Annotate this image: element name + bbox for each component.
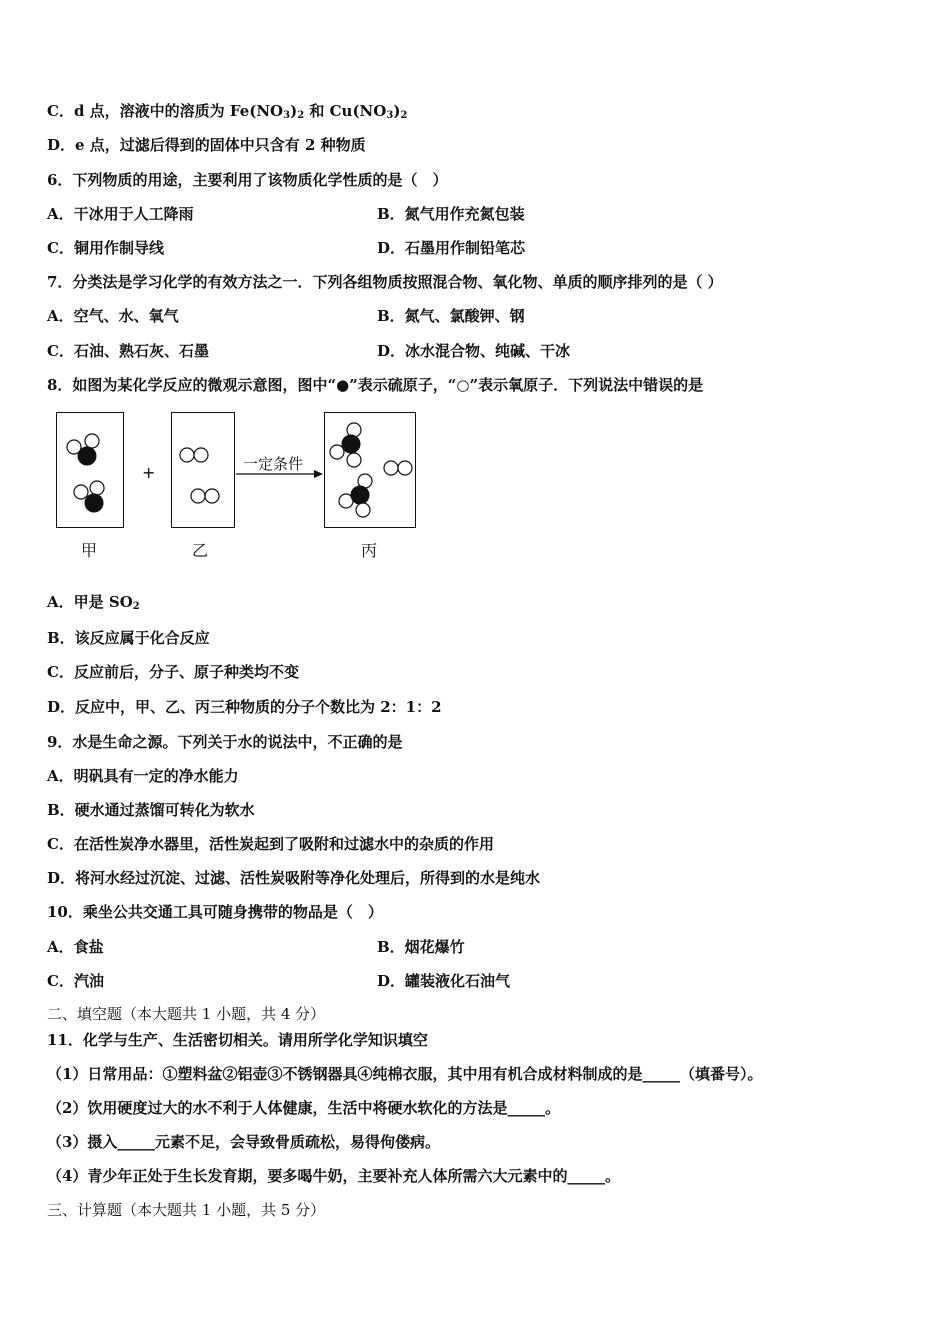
q8-a-sub: 2 — [132, 601, 140, 612]
box-yi — [171, 412, 235, 528]
q6-option-c: C．铜用作制导线 — [47, 239, 164, 257]
reaction-diagram — [50, 405, 430, 565]
molecule-o2-pair-yi — [172, 413, 234, 527]
q6-stem: 6．下列物质的用途，主要利用了该物质化学性质的是（ ） — [47, 171, 448, 189]
q6-option-d: D．石墨用作制铅笔芯 — [377, 239, 526, 257]
q9-option-a: A．明矾具有一定的净水能力 — [47, 767, 239, 785]
q8-option-a — [47, 592, 140, 617]
q8-option-c: C．反应前后，分子、原子种类均不变 — [47, 663, 299, 681]
q8-option-d: D．反应中，甲、乙、丙三种物质的分子个数比为 2：1：2 — [47, 698, 442, 716]
plus-sign: + — [142, 463, 156, 482]
q7-option-d: D．冰水混合物、纯碱、干冰 — [377, 342, 571, 360]
arrow-label: 一定条件 — [243, 455, 304, 473]
reaction-arrow-icon — [234, 467, 324, 481]
q9-option-c: C．在活性炭净水器里，活性炭起到了吸附和过滤水中的杂质的作用 — [47, 835, 494, 853]
box-jia — [56, 412, 124, 528]
q5-c-text: ) — [290, 102, 298, 120]
q10-option-a: A．食盐 — [47, 938, 104, 956]
q7-option-b: B．氮气、氯酸钾、钢 — [377, 307, 525, 325]
label-bing: 丙 — [361, 541, 378, 560]
molecule-so2-pair-jia — [57, 413, 123, 527]
q11-part-4: （4）青少年正处于生长发育期，要多喝牛奶，主要补充人体所需六大元素中的_____。 — [47, 1167, 620, 1185]
section-3-heading: 三、计算题（本大题共 1 小题，共 5 分） — [47, 1201, 326, 1219]
q10-option-b: B．烟花爆竹 — [377, 938, 465, 956]
q10-stem: 10．乘坐公共交通工具可随身携带的物品是（ ） — [47, 903, 383, 921]
box-bing — [324, 412, 416, 528]
q11-part-3: （3）摄入_____元素不足，会导致骨质疏松，易得佝偻病。 — [47, 1133, 440, 1151]
q7-option-a: A．空气、水、氧气 — [47, 307, 179, 325]
q6-option-b: B．氮气用作充氮包装 — [377, 205, 525, 223]
q9-stem: 9．水是生命之源。下列关于水的说法中，不正确的是 — [47, 733, 403, 751]
q9-option-b: B．硬水通过蒸馏可转化为软水 — [47, 801, 255, 819]
q5-c-sub: 3 — [386, 110, 394, 121]
q9-option-d: D．将河水经过沉淀、过滤、活性炭吸附等净化处理后，所得到的水是纯水 — [47, 869, 541, 887]
q8-a-text: A．甲是 SO — [47, 593, 133, 611]
q5-option-c — [47, 101, 407, 126]
molecule-so3-o2-bing — [325, 413, 415, 527]
q7-stem: 7．分类法是学习化学的有效方法之一．下列各组物质按照混合物、氧化物、单质的顺序排列的是（ ） — [47, 273, 723, 291]
q5-c-text: C．d 点，溶液中的溶质为 Fe(NO — [47, 102, 284, 120]
q8-option-b: B．该反应属于化合反应 — [47, 629, 210, 647]
q10-option-d: D．罐装液化石油气 — [377, 972, 511, 990]
q11-part-1: （1）日常用品：①塑料盆②铝壶③不锈钢器具④纯棉衣服，其中用有机合成材料制成的是_____（填番号）。 — [47, 1065, 763, 1083]
q5-c-sub: 2 — [297, 110, 305, 121]
q5-option-d: D．e 点，过滤后得到的固体中只含有 2 种物质 — [47, 136, 366, 154]
section-2-heading: 二、填空题（本大题共 1 小题，共 4 分） — [47, 1005, 326, 1023]
q6-option-a: A．干冰用于人工降雨 — [47, 205, 194, 223]
q5-c-text: 和 Cu(NO — [304, 102, 387, 120]
q5-c-text: ) — [393, 102, 401, 120]
label-yi: 乙 — [192, 541, 209, 560]
q5-c-sub: 3 — [283, 110, 291, 121]
q11-stem: 11．化学与生产、生活密切相关。请用所学化学知识填空 — [47, 1031, 428, 1049]
label-jia: 甲 — [81, 541, 98, 560]
q5-c-sub: 2 — [400, 110, 408, 121]
q11-part-2: （2）饮用硬度过大的水不利于人体健康，生活中将硬水软化的方法是_____。 — [47, 1099, 560, 1117]
q7-option-c: C．石油、熟石灰、石墨 — [47, 342, 209, 360]
q8-stem: 8．如图为某化学反应的微观示意图，图中“●”表示硫原子，“○”表示氧原子．下列说法中错误的是 — [47, 376, 704, 394]
q10-option-c: C．汽油 — [47, 972, 104, 990]
